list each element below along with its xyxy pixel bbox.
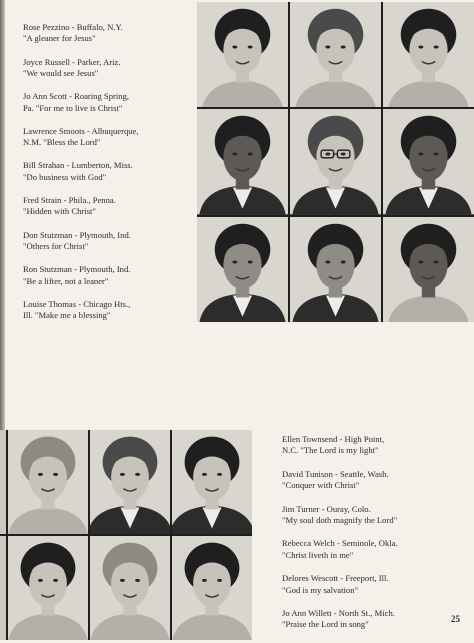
entry-4	[23, 160, 191, 195]
portrait-photo	[290, 109, 381, 214]
entry-motto: "Be a lifter, not a leaner"	[23, 275, 109, 286]
portrait-photo	[383, 109, 474, 214]
cropped-photo-edge	[0, 536, 6, 640]
portrait-silhouette	[90, 430, 170, 534]
entry-name: Rebecca Welch - Seminole, Okla.	[282, 538, 398, 549]
portrait-silhouette	[290, 217, 381, 322]
entry-motto: "Hidden with Christ"	[23, 206, 96, 217]
entry-name: Joyce Russell - Parker, Ariz.	[23, 56, 121, 67]
entry-name: Delores Wescott - Freeport, Ill.	[282, 573, 389, 584]
entry-motto: "Do business with God"	[23, 171, 107, 182]
portrait-photo	[172, 536, 252, 640]
entry-13	[282, 573, 452, 608]
portrait-photo	[197, 217, 288, 322]
entry-motto: N.M. "Bless the Lord"	[23, 137, 101, 148]
entry-name: Jo Ann Willett - North St., Mich.	[282, 607, 395, 618]
portrait-silhouette	[172, 536, 252, 640]
entry-1	[23, 57, 191, 92]
portrait-photo	[172, 430, 252, 534]
portrait-photo	[290, 217, 381, 322]
entry-9	[282, 434, 452, 469]
bottom-portrait-grid	[0, 430, 252, 640]
top-portrait-grid	[197, 2, 474, 322]
portrait-silhouette	[383, 2, 474, 107]
portrait-silhouette	[290, 2, 381, 107]
portrait-silhouette	[8, 430, 88, 534]
entry-name: Fred Strain - Phila., Penna.	[23, 194, 116, 205]
entry-motto: "Conquer with Christ"	[282, 480, 360, 491]
entry-name: Bill Strahan - Lumberton, Miss.	[23, 160, 133, 171]
entry-motto: "We would see Jesus"	[23, 68, 99, 78]
portrait-photo	[8, 430, 88, 534]
entry-name: Ellen Townsend - High Point,	[282, 434, 385, 444]
entry-motto: "God is my salvation"	[282, 584, 359, 595]
entry-2	[23, 91, 191, 126]
entry-motto: "A gleaner for Jesus"	[23, 33, 96, 44]
portrait-silhouette	[90, 536, 170, 640]
entry-name: Ron Stutzman - Plymouth, Ind.	[23, 264, 131, 275]
entry-motto: N.C. "The Lord is my light"	[282, 445, 379, 456]
entry-motto: Ill. "Make me a blessing"	[23, 310, 111, 321]
portrait-photo	[383, 2, 474, 107]
entry-5	[23, 195, 191, 230]
portrait-silhouette	[383, 109, 474, 214]
entry-10	[282, 469, 452, 504]
entry-motto: "Christ liveth in me"	[282, 549, 354, 560]
entry-8	[23, 299, 191, 334]
top-entries-list	[23, 22, 191, 333]
entry-motto: "Praise the Lord in song"	[282, 619, 369, 630]
entry-motto: "My soul doth magnify the Lord"	[282, 515, 398, 525]
entry-motto: Pa. "For me to live is Christ"	[23, 102, 123, 113]
entry-name: Don Stutzman - Plymouth, Ind.	[23, 229, 131, 240]
entry-name: Jim Turner - Ouray, Colo.	[282, 503, 371, 514]
cropped-photo-edge	[0, 430, 6, 534]
portrait-silhouette	[383, 217, 474, 322]
portrait-silhouette	[197, 2, 288, 107]
entry-7	[23, 264, 191, 299]
portrait-photo	[8, 536, 88, 640]
portrait-photo	[90, 430, 170, 534]
entry-name: Jo Ann Scott - Roaring Spring,	[23, 91, 129, 102]
entry-14	[282, 608, 452, 643]
portrait-photo	[383, 217, 474, 322]
portrait-photo	[290, 2, 381, 107]
entry-6	[23, 230, 191, 265]
entry-12	[282, 538, 452, 573]
entry-name: Lawrence Smoots - Albuquerque,	[23, 125, 139, 136]
bottom-entries-list	[282, 434, 452, 643]
portrait-photo	[197, 2, 288, 107]
portrait-photo	[90, 536, 170, 640]
entry-0	[23, 22, 191, 57]
entry-name: David Tunison - Seattle, Wash.	[282, 468, 389, 479]
portrait-silhouette	[290, 109, 381, 214]
entry-name: Louise Thomas - Chicago Hts.,	[23, 298, 131, 309]
entry-3	[23, 126, 191, 161]
portrait-silhouette	[172, 430, 252, 534]
portrait-silhouette	[8, 536, 88, 640]
entry-name: Rose Pezzino - Buffalo, N.Y.	[23, 22, 123, 32]
entry-11	[282, 504, 452, 539]
portrait-silhouette	[197, 217, 288, 322]
entry-motto: "Others for Christ"	[23, 240, 89, 251]
portrait-silhouette	[197, 109, 288, 214]
page-number: 25	[451, 614, 460, 624]
portrait-photo	[197, 109, 288, 214]
